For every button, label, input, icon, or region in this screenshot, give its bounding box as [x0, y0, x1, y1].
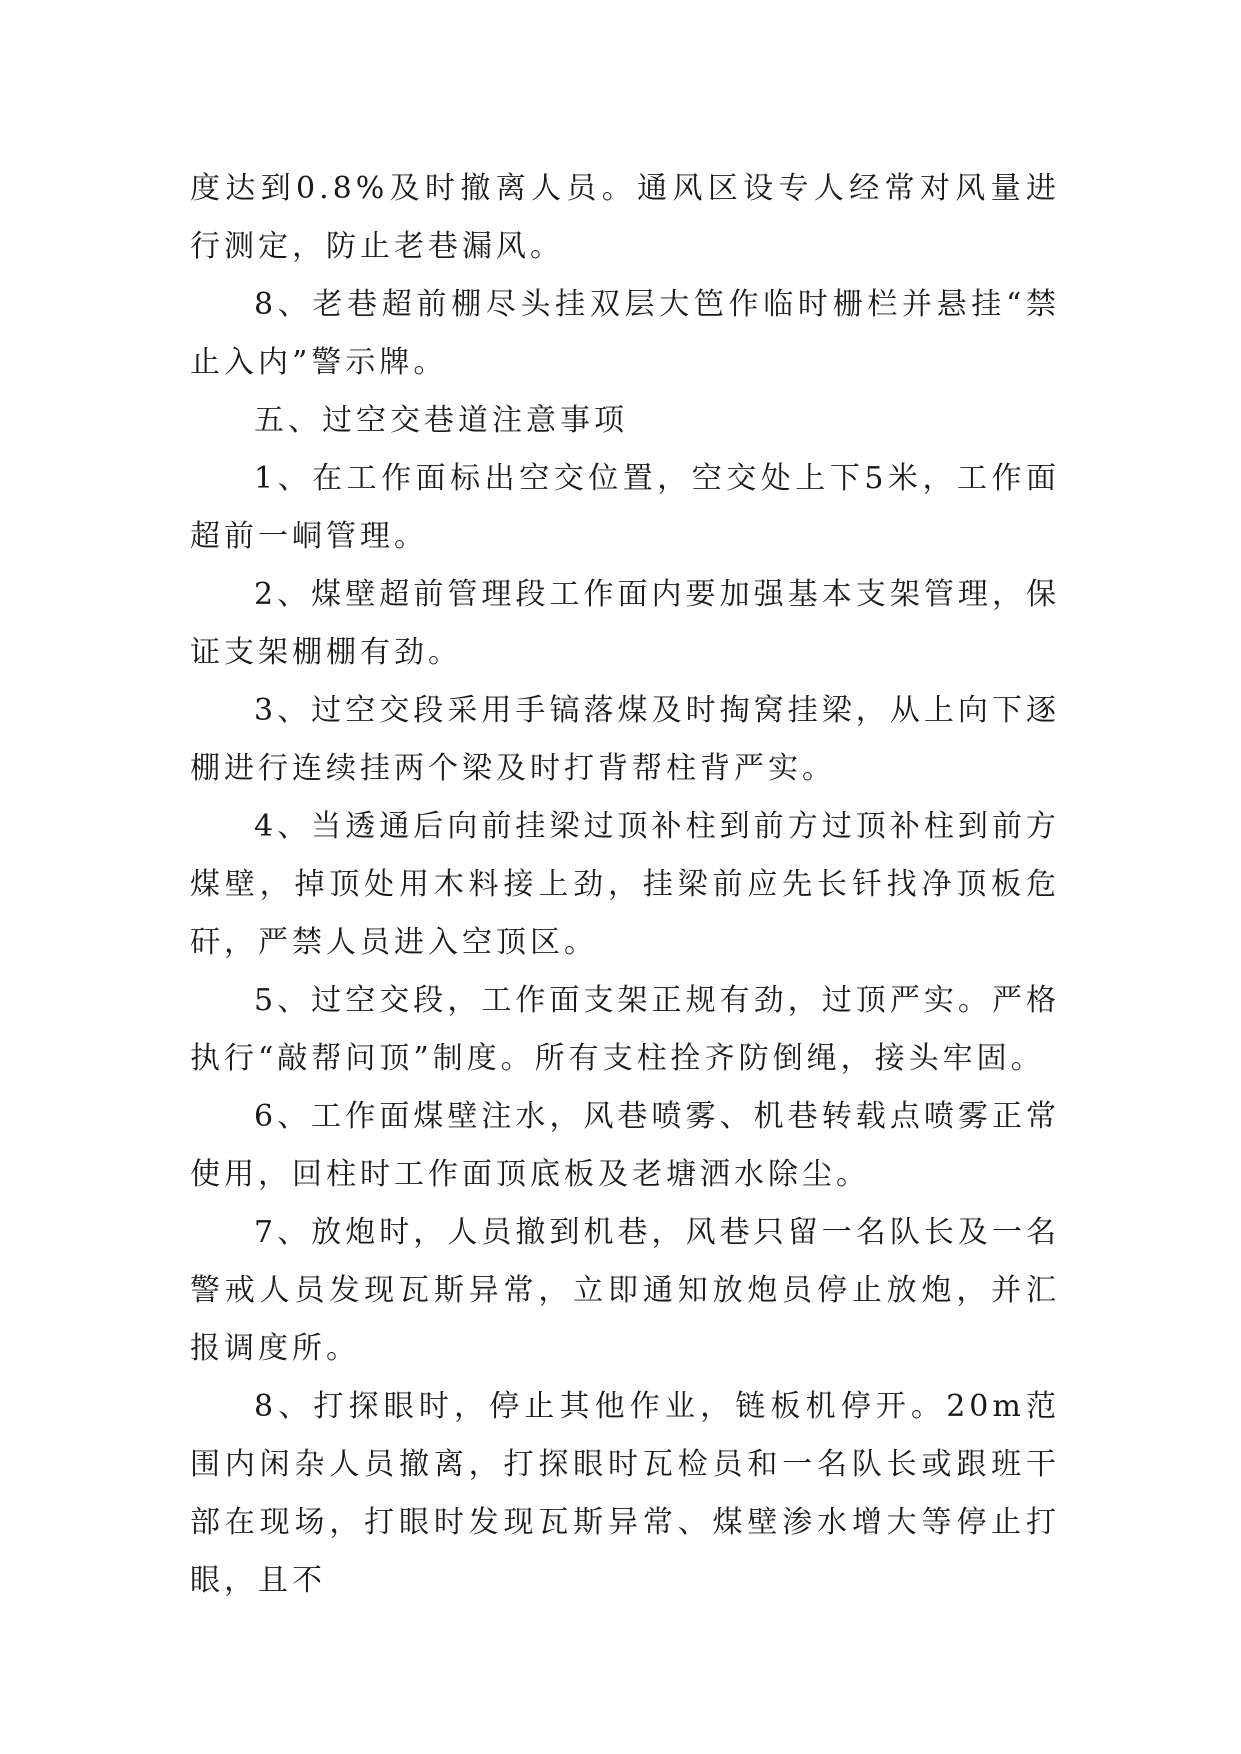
section-heading-5: 五、过空交巷道注意事项: [254, 403, 628, 438]
document-body: [190, 160, 1060, 1610]
paragraph-item-1: 1、在工作面标出空交位置，空交处上下5米，工作面超前一峒管理。: [190, 461, 1060, 554]
paragraph-item-8-probe-hole: 8、打探眼时，停止其他作业，链板机停开。20m范围内闲杂人员撤离，打探眼时瓦检员和一名队长或跟班干部在现场，打眼时发现瓦斯异常、煤壁渗水增大等停止打眼，且不: [190, 1389, 1060, 1598]
paragraph-item-2: 2、煤壁超前管理段工作面内要加强基本支架管理，保证支架棚棚有劲。: [190, 577, 1060, 670]
paragraph-continuation: 度达到0.8%及时撤离人员。通风区设专人经常对风量进行测定，防止老巷漏风。: [190, 171, 1060, 264]
paragraph-item-5: 5、过空交段，工作面支架正规有劲，过顶严实。严格执行“敲帮问顶”制度。所有支柱拴齐防倒绳，接头牢固。: [190, 983, 1060, 1076]
paragraph-item-7: 7、放炮时，人员撤到机巷，风巷只留一名队长及一名警戒人员发现瓦斯异常，立即通知放炮员停止放炮，并汇报调度所。: [190, 1215, 1060, 1366]
paragraph-item-4: 4、当透通后向前挂梁过顶补柱到前方过顶补柱到前方煤壁，掉顶处用木料接上劲，挂梁前应先长钎找净顶板危矸，严禁人员进入空顶区。: [190, 809, 1060, 960]
paragraph-item-6: 6、工作面煤壁注水，风巷喷雾、机巷转载点喷雾正常使用，回柱时工作面顶底板及老塘洒水除尘。: [190, 1099, 1060, 1192]
paragraph-item-3: 3、过空交段采用手镐落煤及时掏窝挂梁，从上向下逐棚进行连续挂两个梁及时打背帮柱背严实。: [190, 693, 1060, 786]
paragraph-item-8-old-roadway: 8、老巷超前棚尽头挂双层大笆作临时栅栏并悬挂“禁止入内”警示牌。: [190, 287, 1060, 380]
